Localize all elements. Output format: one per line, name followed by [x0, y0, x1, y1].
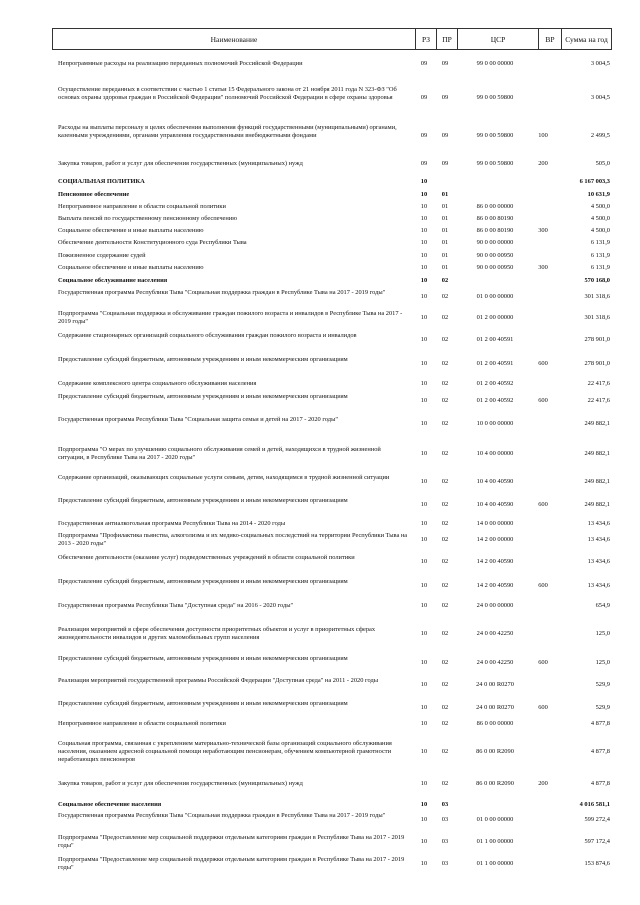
header-rz: РЗ	[416, 29, 437, 49]
row-vr: 600	[538, 582, 548, 589]
row-name: Государственная программа Республики Тыва "Доступная среда" на 2016 - 2020 годы"	[58, 602, 294, 609]
row-name: Государственная программа Республики Тыва "Социальная поддержка граждан в Республике Тыва на 2017 - 2019 годы"	[58, 289, 386, 296]
row-sum: 13 434,6	[587, 582, 610, 589]
row-rz: 10	[420, 536, 428, 543]
row-csr: 01 1 00 00000	[476, 860, 514, 867]
row-rz: 10	[420, 380, 428, 387]
row-sum: 278 901,0	[584, 360, 610, 367]
row-name: Пенсионное обеспечение	[58, 191, 130, 198]
header-pr: ПР	[437, 29, 458, 49]
row-sum: 654,9	[595, 602, 610, 609]
row-sum: 2 499,5	[590, 132, 610, 139]
row-csr: 86 0 00 R2090	[476, 780, 514, 787]
row-pr: 01	[441, 239, 449, 246]
row-csr: 01 2 00 00000	[476, 314, 514, 321]
row-pr: 02	[441, 314, 449, 321]
row-name: Обеспечение деятельности Конституционного суда Республики Тыва	[58, 239, 247, 246]
row-pr: 03	[441, 838, 449, 845]
row-rz: 10	[420, 520, 428, 527]
row-sum: 4 500,0	[590, 227, 610, 234]
row-sum: 529,9	[595, 681, 610, 688]
row-pr: 02	[441, 748, 449, 755]
row-pr: 01	[441, 191, 449, 198]
row-name: Предоставление субсидий бюджетным, автономным учреждениям и иным некоммерческим организациям	[58, 393, 348, 400]
row-csr: 10 4 00 40590	[476, 501, 514, 508]
row-sum: 249 882,1	[584, 478, 610, 485]
row-csr: 24 0 00 00000	[476, 602, 514, 609]
row-csr: 01 2 00 40591	[476, 336, 514, 343]
row-sum: 249 882,1	[584, 420, 610, 427]
row-vr: 300	[538, 264, 548, 271]
row-vr: 600	[538, 659, 548, 666]
row-sum: 505,0	[595, 160, 610, 167]
row-rz: 09	[420, 94, 428, 101]
row-rz: 10	[420, 816, 428, 823]
row-pr: 02	[441, 478, 449, 485]
row-sum: 125,0	[595, 659, 610, 666]
row-rz: 10	[420, 748, 428, 755]
row-rz: 10	[420, 801, 428, 808]
row-name: Содержание стационарных организаций социального обслуживания граждан пожилого возраста и инвалидов	[58, 332, 357, 339]
row-rz: 10	[420, 681, 428, 688]
row-rz: 09	[420, 132, 428, 139]
row-csr: 24 0 00 42250	[476, 659, 514, 666]
header-vr: ВР	[539, 29, 562, 49]
row-rz: 10	[420, 336, 428, 343]
row-rz: 10	[420, 397, 428, 404]
row-csr: 01 0 00 00000	[476, 293, 514, 300]
row-pr: 02	[441, 720, 449, 727]
row-csr: 86 0 00 R2090	[476, 748, 514, 755]
row-rz: 10	[420, 450, 428, 457]
row-csr: 01 1 00 00000	[476, 838, 514, 845]
row-csr: 99 0 00 59800	[476, 132, 514, 139]
row-rz: 10	[420, 178, 428, 185]
row-pr: 02	[441, 336, 449, 343]
row-sum: 599 272,4	[584, 816, 610, 823]
row-rz: 09	[420, 60, 428, 67]
row-name: Содержание организаций, оказывающих социальные услуги семьям, детям, находящимся в трудной жизненной ситуации	[58, 474, 390, 481]
row-pr: 01	[441, 215, 449, 222]
row-rz: 10	[420, 860, 428, 867]
row-csr: 10 4 00 00000	[476, 450, 514, 457]
row-name: Предоставление субсидий бюджетным, автономным учреждениям и иным некоммерческим организациям	[58, 655, 348, 662]
row-sum: 13 434,6	[587, 536, 610, 543]
row-csr: 01 0 00 00000	[476, 816, 514, 823]
row-sum: 4 877,8	[590, 748, 610, 755]
row-rz: 10	[420, 252, 428, 259]
row-name: Закупка товаров, работ и услуг для обеспечения государственных (муниципальных) нужд	[58, 780, 303, 787]
row-name: Социальное обеспечение и иные выплаты населению	[58, 227, 204, 234]
row-pr: 02	[441, 558, 449, 565]
row-csr: 90 0 00 00950	[476, 264, 514, 271]
row-vr: 600	[538, 360, 548, 367]
row-pr: 02	[441, 380, 449, 387]
row-csr: 10 4 00 40590	[476, 478, 514, 485]
row-csr: 01 2 00 40591	[476, 360, 514, 367]
row-sum: 6 131,9	[590, 239, 610, 246]
row-pr: 02	[441, 450, 449, 457]
header-name: Наименование	[53, 29, 416, 49]
row-name: Обеспечение деятельности (оказание услуг) подведомственных учреждений в области социальной политики	[58, 554, 355, 561]
row-pr: 02	[441, 602, 449, 609]
row-rz: 10	[420, 314, 428, 321]
row-pr: 01	[441, 252, 449, 259]
row-csr: 10 0 00 00000	[476, 420, 514, 427]
row-name: Государственная антиалкогольная программа Республики Тыва на 2014 - 2020 годы	[58, 520, 286, 527]
row-name: СОЦИАЛЬНАЯ ПОЛИТИКА	[58, 178, 145, 185]
row-sum: 249 882,1	[584, 450, 610, 457]
row-name: Непрограммное направление в области социальной политики	[58, 203, 226, 210]
row-sum: 249 882,1	[584, 501, 610, 508]
row-sum: 4 500,0	[590, 203, 610, 210]
row-pr: 02	[441, 780, 449, 787]
row-pr: 02	[441, 277, 449, 284]
row-sum: 22 417,6	[587, 380, 610, 387]
row-sum: 13 434,6	[587, 520, 610, 527]
row-csr: 14 2 00 00000	[476, 536, 514, 543]
row-name: Осуществление переданных в соответствии с частью 1 статьи 15 Федерального закона от 21 ноября 2011 года N 323-ФЗ "Об основах охраны здоровья граждан в Российской Федерации" полномочий Российской Федерации в сфере охраны здоровья	[58, 86, 397, 101]
row-sum: 4 877,8	[590, 780, 610, 787]
row-csr: 01 2 00 40592	[476, 397, 514, 404]
row-pr: 03	[441, 801, 449, 808]
row-csr: 99 0 00 00000	[476, 60, 514, 67]
row-name: Непрограммные расходы на реализацию переданных полномочий Российской Федерации	[58, 60, 303, 67]
row-vr: 600	[538, 704, 548, 711]
row-csr: 14 0 00 00000	[476, 520, 514, 527]
row-csr: 14 2 00 40590	[476, 582, 514, 589]
row-csr: 86 0 00 00000	[476, 720, 514, 727]
row-sum: 13 434,6	[587, 558, 610, 565]
row-pr: 09	[441, 132, 449, 139]
row-rz: 10	[420, 215, 428, 222]
row-name: Подпрограмма "Профилактика пьянства, алкоголизма и их медико-социальных последствий на территории Республики Тыва на 2013 - 2020 годы"	[58, 532, 408, 547]
row-pr: 02	[441, 360, 449, 367]
row-csr: 90 0 00 00000	[476, 239, 514, 246]
row-rz: 10	[420, 277, 428, 284]
row-name: Реализация мероприятий государственной программы Российской Федерации "Доступная среда" на 2011 - 2020 годы	[58, 677, 379, 684]
table-header	[52, 28, 612, 50]
row-rz: 10	[420, 227, 428, 234]
row-name: Социальная программа, связанная с укреплением материально-технической базы организаций социального обслуживания населения, оказанием адресной социальной помощи неработающим пенсионерам, обучением компьютерной грамотности неработающих пенсионеров	[58, 740, 392, 763]
row-rz: 10	[420, 360, 428, 367]
row-sum: 301 318,6	[584, 293, 610, 300]
row-sum: 4 500,0	[590, 215, 610, 222]
row-sum: 6 131,9	[590, 252, 610, 259]
row-vr: 600	[538, 397, 548, 404]
row-sum: 125,0	[595, 630, 610, 637]
row-name: Подпрограмма "Предоставление мер социальной поддержки отдельным категориям граждан в Республике Тыва на 2017 - 2019 годы"	[58, 834, 405, 849]
row-name: Государственная программа Республики Тыва "Социальная защита семьи и детей на 2017 - 2020 годы"	[58, 416, 338, 423]
row-name: Подпрограмма "О мерах по улучшению социального обслуживания семей и детей, находящихся в трудной жизненной ситуации, в Республике Тыва на 2017 - 2020 годы"	[58, 446, 381, 461]
row-rz: 10	[420, 239, 428, 246]
row-sum: 22 417,6	[587, 397, 610, 404]
row-sum: 3 004,5	[590, 94, 610, 101]
row-name: Социальное обслуживание населения	[58, 277, 168, 284]
row-pr: 02	[441, 520, 449, 527]
row-rz: 09	[420, 160, 428, 167]
row-csr: 90 0 00 00950	[476, 252, 514, 259]
row-rz: 10	[420, 203, 428, 210]
row-pr: 02	[441, 704, 449, 711]
row-name: Предоставление субсидий бюджетным, автономным учреждениям и иным некоммерческим организациям	[58, 497, 348, 504]
row-pr: 02	[441, 293, 449, 300]
row-rz: 10	[420, 558, 428, 565]
row-sum: 301 318,6	[584, 314, 610, 321]
row-rz: 10	[420, 582, 428, 589]
row-name: Социальное обеспечение населения	[58, 801, 162, 808]
row-name: Социальное обеспечение и иные выплаты населению	[58, 264, 204, 271]
row-rz: 10	[420, 838, 428, 845]
row-pr: 02	[441, 630, 449, 637]
row-csr: 99 0 00 59800	[476, 94, 514, 101]
row-csr: 24 0 00 R0270	[476, 704, 514, 711]
row-pr: 02	[441, 536, 449, 543]
row-pr: 09	[441, 60, 449, 67]
row-vr: 200	[538, 780, 548, 787]
row-csr: 86 0 00 00000	[476, 203, 514, 210]
row-pr: 02	[441, 501, 449, 508]
row-name: Подпрограмма "Предоставление мер социальной поддержки отдельным категориям граждан в Республике Тыва на 2017 - 2019 годы"	[58, 856, 405, 871]
row-name: Предоставление субсидий бюджетным, автономным учреждениям и иным некоммерческим организациям	[58, 578, 348, 585]
row-name: Предоставление субсидий бюджетным, автономным учреждениям и иным некоммерческим организациям	[58, 700, 348, 707]
row-sum: 6 131,9	[590, 264, 610, 271]
row-csr: 86 0 00 80190	[476, 227, 514, 234]
header-csr: ЦСР	[458, 29, 539, 49]
row-rz: 10	[420, 720, 428, 727]
row-rz: 10	[420, 501, 428, 508]
row-name: Непрограммное направление в области социальной политики	[58, 720, 226, 727]
row-name: Подпрограмма "Социальная поддержка и обслуживание граждан пожилого возраста и инвалидов в Республике Тыва на 2017 - 2019 годы"	[58, 310, 403, 325]
row-vr: 600	[538, 501, 548, 508]
row-csr: 86 0 00 80190	[476, 215, 514, 222]
row-sum: 570 168,0	[584, 277, 610, 284]
row-rz: 10	[420, 659, 428, 666]
row-csr: 24 0 00 42250	[476, 630, 514, 637]
row-rz: 10	[420, 191, 428, 198]
row-sum: 153 874,6	[584, 860, 610, 867]
row-csr: 24 0 00 R0270	[476, 681, 514, 688]
row-pr: 01	[441, 203, 449, 210]
row-name: Закупка товаров, работ и услуг для обеспечения государственных (муниципальных) нужд	[58, 160, 303, 167]
row-name: Реализация мероприятий в сфере обеспечения доступности приоритетных объектов и услуг в приоритетных сферах жизнедеятельности инвалидов и других маломобильных групп населения	[58, 626, 376, 641]
row-csr: 14 2 00 40590	[476, 558, 514, 565]
row-vr: 200	[538, 160, 548, 167]
row-name: Расходы на выплаты персоналу в целях обеспечения выполнения функций государственными (муниципальными) органами, казенными учреждениями, органами управления государственными внебюджетными фондами	[58, 124, 397, 139]
row-sum: 3 004,5	[590, 60, 610, 67]
row-sum: 4 016 581,1	[579, 801, 610, 808]
row-vr: 300	[538, 227, 548, 234]
row-rz: 10	[420, 704, 428, 711]
row-pr: 09	[441, 160, 449, 167]
row-sum: 6 167 003,3	[579, 178, 610, 185]
row-rz: 10	[420, 780, 428, 787]
row-pr: 03	[441, 816, 449, 823]
row-rz: 10	[420, 264, 428, 271]
row-sum: 4 877,8	[590, 720, 610, 727]
row-pr: 02	[441, 681, 449, 688]
row-csr: 99 0 00 59800	[476, 160, 514, 167]
row-pr: 02	[441, 659, 449, 666]
row-name: Выплата пенсий по государственному пенсионному обеспечению	[58, 215, 237, 222]
row-pr: 01	[441, 227, 449, 234]
row-sum: 597 172,4	[584, 838, 610, 845]
row-rz: 10	[420, 420, 428, 427]
row-pr: 02	[441, 397, 449, 404]
row-name: Предоставление субсидий бюджетным, автономным учреждениям и иным некоммерческим организациям	[58, 356, 348, 363]
row-name: Государственная программа Республики Тыва "Социальная поддержка граждан в Республике Тыва на 2017 - 2019 годы"	[58, 812, 386, 819]
header-sum: Сумма на год	[565, 34, 608, 44]
row-name: Содержание комплексного центра социального обслуживания населения	[58, 380, 257, 387]
row-sum: 278 901,0	[584, 336, 610, 343]
row-sum: 10 631,9	[587, 191, 610, 198]
row-sum: 529,9	[595, 704, 610, 711]
row-rz: 10	[420, 602, 428, 609]
row-rz: 10	[420, 293, 428, 300]
row-pr: 02	[441, 420, 449, 427]
row-pr: 09	[441, 94, 449, 101]
row-vr: 100	[538, 132, 548, 139]
row-pr: 03	[441, 860, 449, 867]
row-name: Пожизненное содержание судей	[58, 252, 146, 259]
row-csr: 01 2 00 40592	[476, 380, 514, 387]
row-pr: 02	[441, 582, 449, 589]
row-rz: 10	[420, 478, 428, 485]
row-rz: 10	[420, 630, 428, 637]
row-pr: 01	[441, 264, 449, 271]
